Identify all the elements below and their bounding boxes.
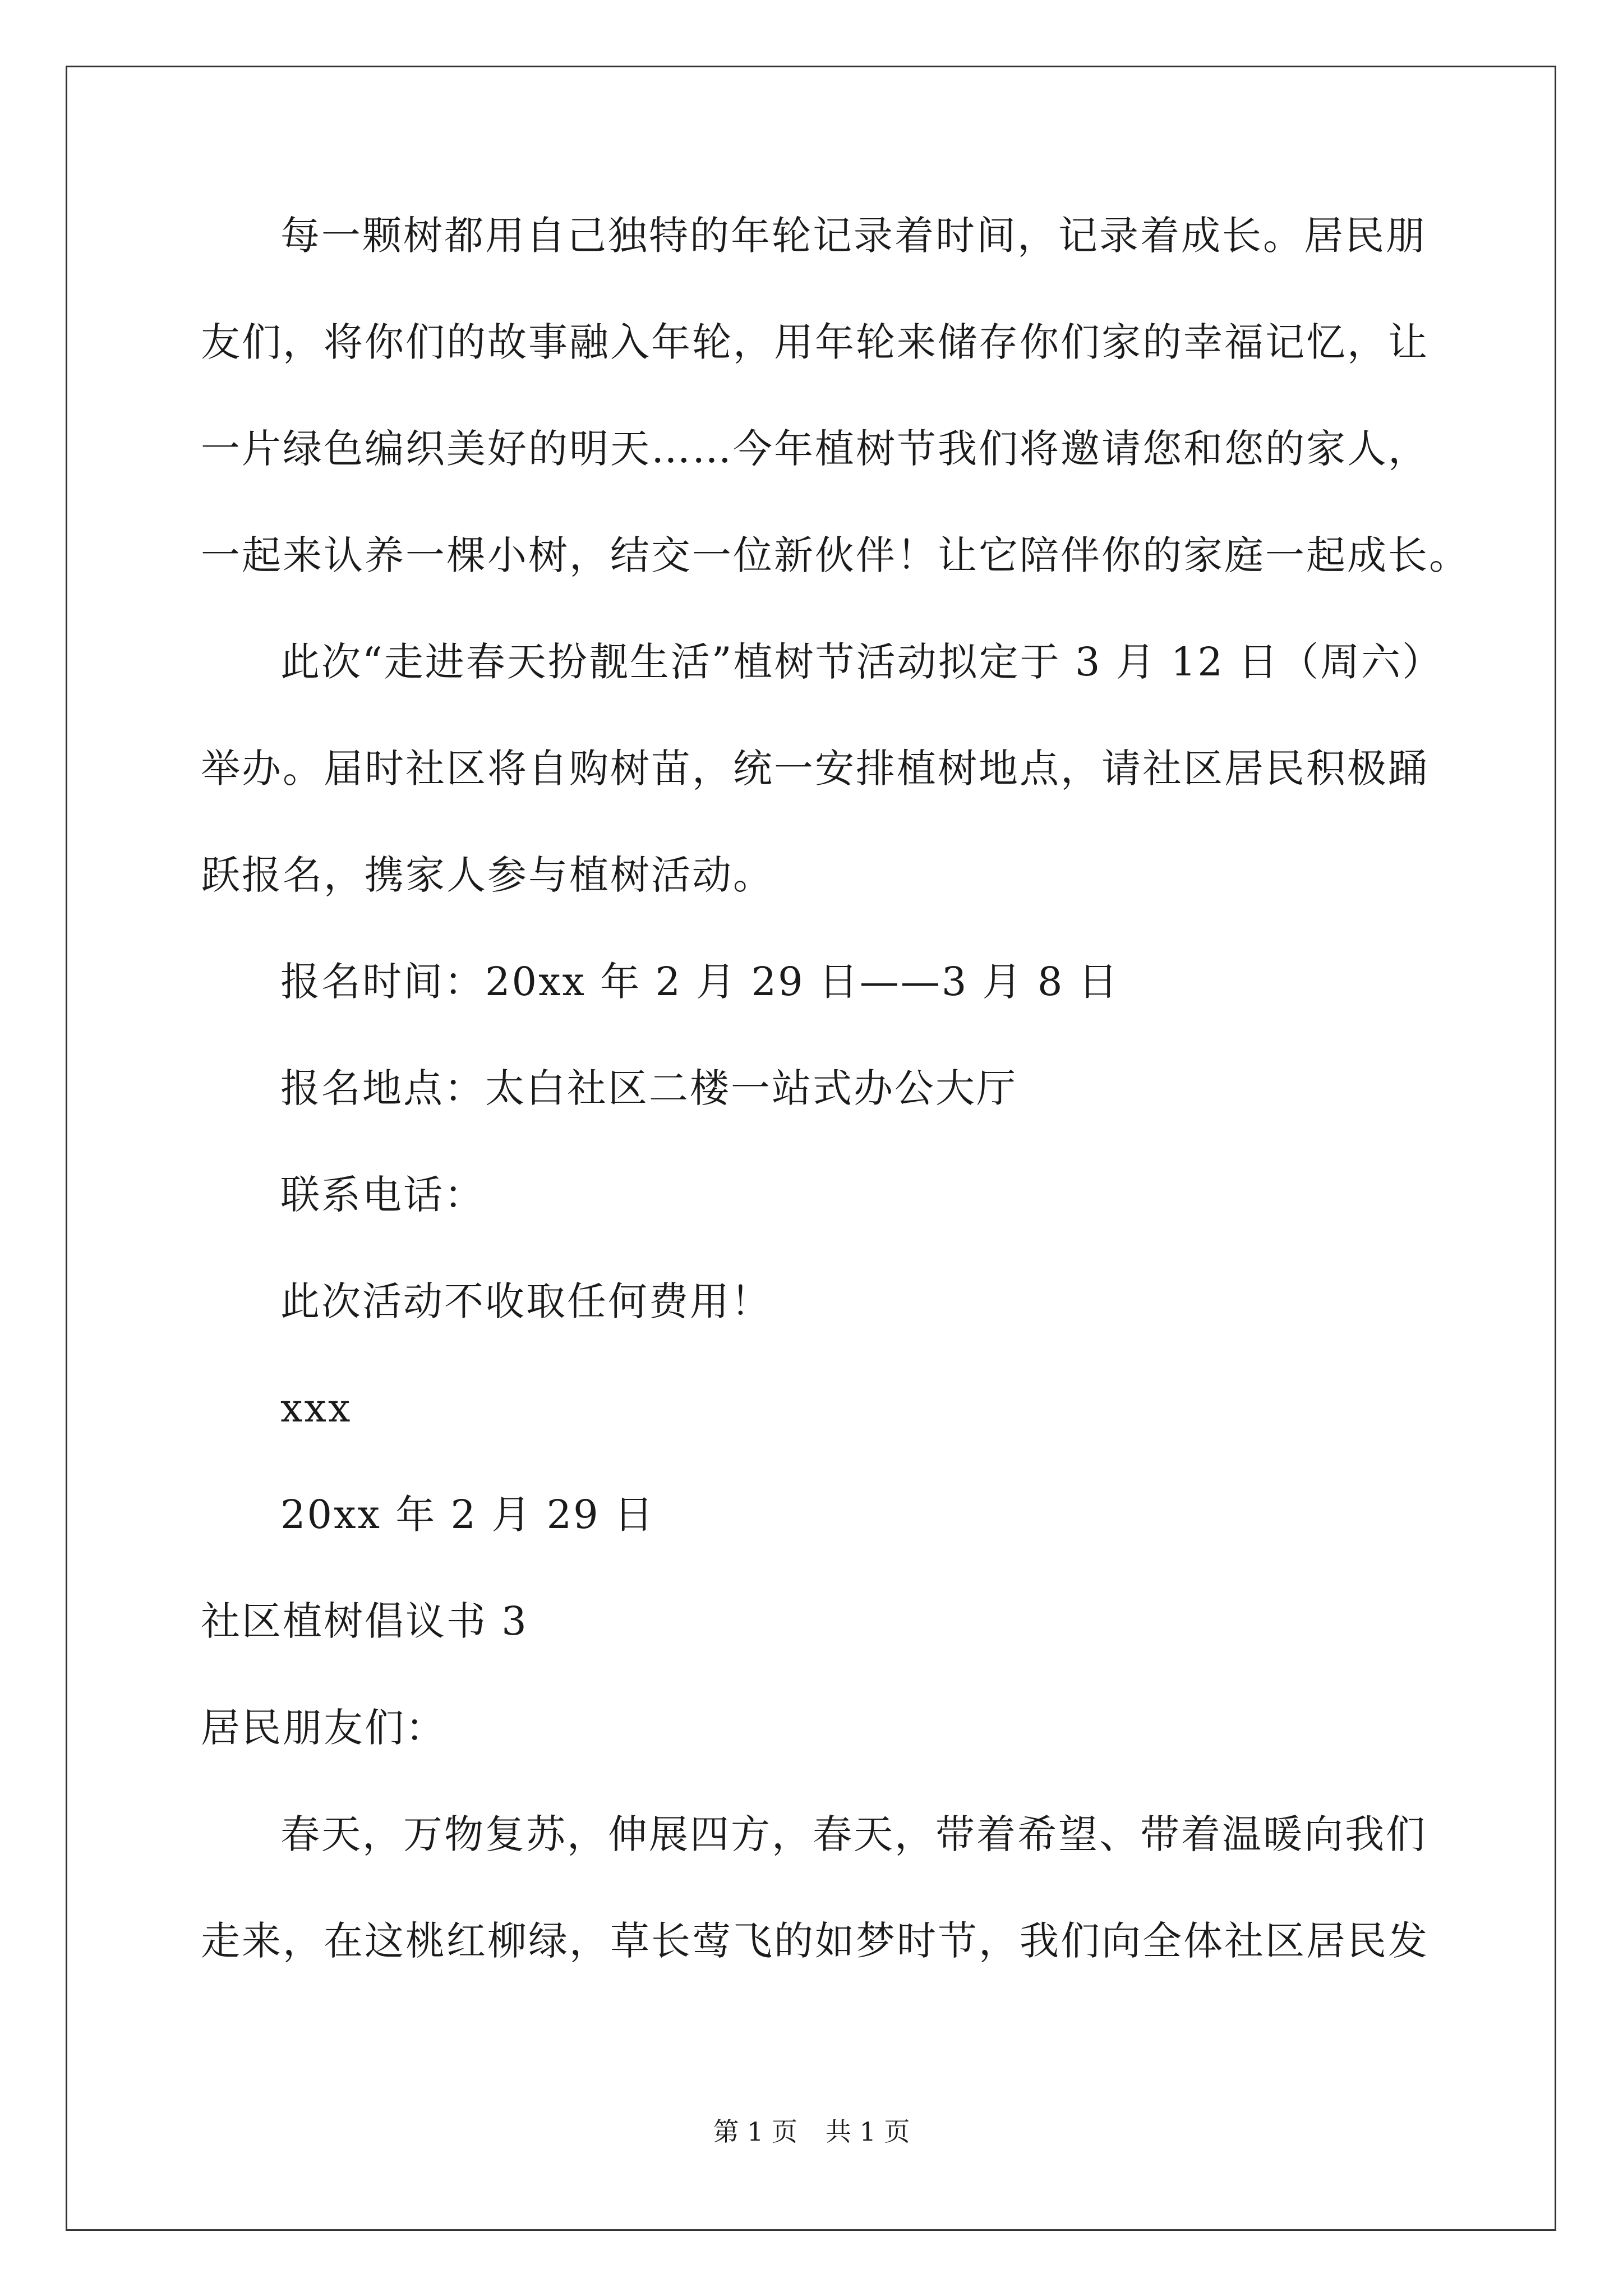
paragraph-line: 一片绿色编织美好的明天……今年植树节我们将邀请您和您的家人， bbox=[201, 426, 1429, 472]
page-number: 第 1 页 bbox=[713, 2116, 797, 2147]
salutation: 居民朋友们： bbox=[201, 1705, 446, 1751]
page-border bbox=[66, 66, 1556, 2231]
paragraph-line: 举办。届时社区将自购树苗，统一安排植树地点，请社区居民积极踊 bbox=[201, 746, 1429, 792]
free-notice: 此次活动不收取任何费用！ bbox=[280, 1278, 772, 1324]
paragraph-line: 此次“走进春天扮靓生活”植树节活动拟定于 3 月 12 日（周六） bbox=[280, 639, 1444, 685]
paragraph-line: 友们，将你们的故事融入年轮，用年轮来储存你们家的幸福记忆，让 bbox=[201, 319, 1429, 365]
signup-time: 报名时间：20xx 年 2 月 29 日——3 月 8 日 bbox=[280, 959, 1119, 1005]
section-title: 社区植树倡议书 3 bbox=[201, 1598, 528, 1644]
paragraph-line: 走来，在这桃红柳绿，草长莺飞的如梦时节，我们向全体社区居民发 bbox=[201, 1918, 1429, 1964]
page-footer bbox=[0, 2115, 1623, 2148]
paragraph-line: 跃报名，携家人参与植树活动。 bbox=[201, 852, 774, 898]
page-total: 共 1 页 bbox=[826, 2116, 910, 2147]
signature-date: 20xx 年 2 月 29 日 bbox=[280, 1492, 655, 1538]
paragraph-line: 春天，万物复苏，伸展四方，春天，带着希望、带着温暖向我们 bbox=[280, 1811, 1427, 1857]
contact-phone: 联系电话： bbox=[280, 1172, 485, 1218]
paragraph-line: 一起来认养一棵小树，结交一位新伙伴！让它陪伴你的家庭一起成长。 bbox=[201, 532, 1470, 578]
signup-place: 报名地点：太白社区二楼一站式办公大厅 bbox=[280, 1065, 1017, 1111]
signer: xxx bbox=[280, 1385, 352, 1431]
paragraph-line: 每一颗树都用自己独特的年轮记录着时间，记录着成长。居民朋 bbox=[280, 213, 1427, 259]
